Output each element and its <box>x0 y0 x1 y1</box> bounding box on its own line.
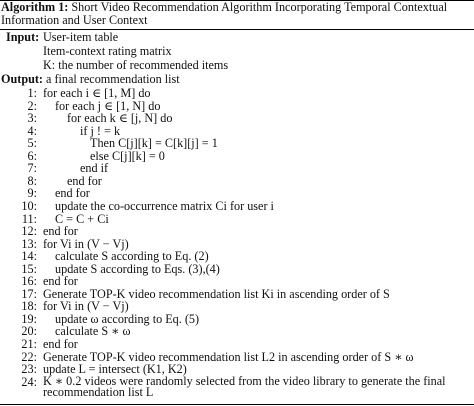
line-text: for Vi in (V − Vj) <box>43 299 129 314</box>
input-item: User-item table <box>43 30 119 44</box>
line-text: update ω according to Eq. (5) <box>55 311 200 326</box>
algo-line <box>0 125 474 138</box>
line-number: 7: <box>27 161 37 176</box>
line-number: 16: <box>21 274 37 289</box>
line-number: 2: <box>27 98 37 113</box>
line-number: 17: <box>21 286 37 301</box>
line-text: update L = intersect (K1, K2) <box>43 362 187 377</box>
line-text: Generate TOP-K video recommendation list L2 in ascending order of S ∗ ω <box>43 349 414 364</box>
output-label: Output: <box>1 72 43 86</box>
line-number: 22: <box>21 349 37 364</box>
line-text: end for <box>43 274 78 289</box>
line-number: 8: <box>27 173 37 188</box>
line-number: 4: <box>27 123 37 138</box>
line-number: 5: <box>27 136 37 151</box>
line-text: end for <box>43 224 78 239</box>
output-row <box>0 73 474 86</box>
line-number: 10: <box>21 198 37 213</box>
line-text: C = C + Ci <box>55 211 109 226</box>
line-number: 20: <box>21 324 37 339</box>
algo-line <box>0 150 474 163</box>
line-number: 19: <box>21 311 37 326</box>
line-text: end for <box>55 186 90 201</box>
input-item: Item-context rating matrix <box>43 44 172 58</box>
line-number: 9: <box>27 186 37 201</box>
algorithm-title-text: Short Video Recommendation Algorithm Incorporating Temporal Contextual Information and User Context <box>1 0 448 28</box>
line-number: 13: <box>21 236 37 251</box>
line-number: 11: <box>21 211 37 226</box>
line-text: update S according to Eqs. (3),(4) <box>55 261 220 276</box>
algorithm-label: Algorithm 1: <box>1 0 69 14</box>
line-number: 6: <box>27 148 37 163</box>
line-number: 14: <box>21 249 37 264</box>
algorithm-title <box>1 1 471 27</box>
algo-line <box>0 112 474 125</box>
line-text: end for <box>43 337 78 351</box>
input-row <box>0 59 474 72</box>
algo-line <box>0 137 474 150</box>
line-text: calculate S according to Eq. (2) <box>55 249 209 264</box>
line-text: calculate S ∗ ω <box>55 324 131 339</box>
line-number: 23: <box>21 362 37 377</box>
input-item: K: the number of recommended items <box>43 58 229 72</box>
line-number: 12: <box>21 224 37 239</box>
input-row <box>0 31 474 44</box>
line-number: 3: <box>27 111 37 126</box>
line-text: if j ! = k <box>80 123 121 138</box>
algo-line <box>0 373 474 400</box>
input-row <box>0 45 474 58</box>
line-text: else C[j][k] = 0 <box>90 148 165 163</box>
line-text: Then C[j][k] = C[k][j] = 1 <box>90 136 218 151</box>
line-text: end for <box>67 173 102 188</box>
line-number: 1: <box>27 86 37 100</box>
line-number: 18: <box>21 299 37 314</box>
line-text: K ∗ 0.2 videos were randomly selected from the video library to generate the final recommendation list L <box>43 373 446 400</box>
line-number: 21: <box>21 337 37 351</box>
line-text: for each k ∈ [j, N] do <box>67 111 173 126</box>
line-number: 24: <box>21 374 37 389</box>
line-number: 15: <box>21 261 37 276</box>
line-text: Generate TOP-K video recommendation list Ki in ascending order of S <box>43 286 390 301</box>
line-text: end if <box>80 161 109 176</box>
input-label: Input: <box>6 30 40 44</box>
line-text: for each i ∈ [1, M] do <box>43 86 151 100</box>
output-text: a final recommendation list <box>46 72 180 86</box>
line-text: for Vi in (V − Vj) <box>43 236 129 251</box>
line-text: update the co-occurrence matrix Ci for user i <box>55 198 274 213</box>
bottom-rule <box>0 404 474 405</box>
line-text: for each j ∈ [1, N] do <box>55 98 161 113</box>
